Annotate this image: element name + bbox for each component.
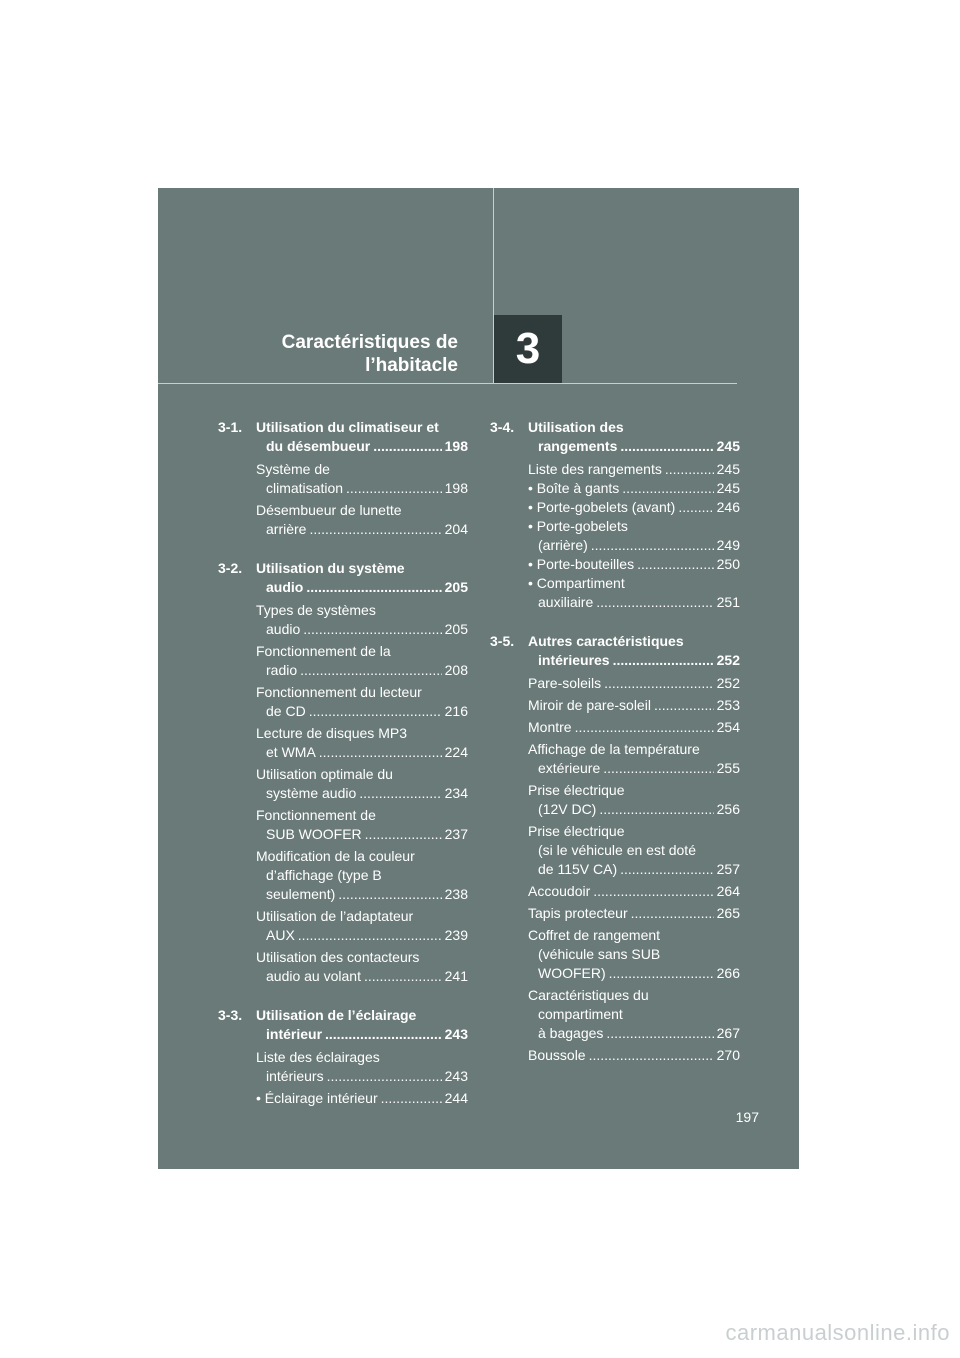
entry-last-line — [256, 784, 468, 803]
toc-entries — [218, 1048, 468, 1108]
entry-text: arrière — [266, 521, 307, 537]
toc-section — [218, 559, 468, 986]
dot-leader — [599, 800, 713, 819]
entry-text: Miroir de pare-soleil — [528, 697, 651, 713]
section-page: 245 — [716, 438, 740, 454]
entry-page: 253 — [716, 697, 740, 713]
toc-entry[interactable] — [528, 882, 740, 901]
section-number: 3-2. — [218, 560, 243, 576]
entry-text: Système de — [256, 461, 330, 477]
toc-entry[interactable] — [256, 1048, 468, 1086]
section-page: 198 — [444, 438, 468, 454]
dot-leader — [303, 620, 441, 639]
dot-leader — [319, 743, 442, 762]
dot-leader — [654, 696, 714, 715]
entry-last-line — [528, 536, 740, 555]
entry-page: 204 — [444, 521, 468, 537]
entry-text: Fonctionnement de la — [256, 643, 391, 659]
toc-entry[interactable] — [256, 683, 468, 721]
dot-leader — [622, 479, 713, 498]
entry-text: de 115V CA) — [538, 861, 618, 877]
dot-leader — [613, 651, 714, 670]
toc-column-left — [218, 418, 468, 1128]
toc-entry[interactable] — [528, 926, 740, 983]
entry-text: Utilisation de l’adaptateur — [256, 908, 414, 924]
entry-last-line — [528, 882, 740, 901]
section-title-line: Utilisation des — [528, 419, 624, 435]
divider-horizontal — [158, 383, 737, 384]
entry-text: Modification de la couleur — [256, 848, 415, 864]
entry-text: Liste des éclairages — [256, 1049, 380, 1065]
entry-last-line — [256, 620, 468, 639]
entry-text: (arrière) — [538, 537, 588, 553]
entry-text: d’affichage (type B — [266, 867, 382, 883]
toc-entry[interactable] — [528, 740, 740, 778]
section-heading[interactable] — [218, 1006, 468, 1044]
entry-last-line — [528, 696, 740, 715]
entry-text: • Boîte à gants — [528, 480, 620, 496]
toc-entry[interactable] — [528, 696, 740, 715]
entry-last-line — [528, 555, 740, 574]
dot-leader — [325, 1025, 442, 1044]
entry-text: auxiliaire — [538, 594, 594, 610]
entry-page: 254 — [716, 719, 740, 735]
entry-text: Utilisation optimale du — [256, 766, 393, 782]
toc-entry[interactable] — [528, 479, 740, 498]
toc-entry[interactable] — [256, 501, 468, 539]
chapter-panel — [158, 188, 799, 1169]
entry-page: 241 — [444, 968, 468, 984]
toc-entry[interactable] — [256, 907, 468, 945]
section-page: 205 — [444, 579, 468, 595]
dot-leader — [637, 555, 714, 574]
entry-last-line — [528, 460, 740, 479]
entry-last-line — [528, 1046, 740, 1065]
entry-page: 224 — [444, 744, 468, 760]
entry-page: 256 — [716, 801, 740, 817]
dot-leader — [327, 1067, 442, 1086]
section-number: 3-5. — [490, 633, 515, 649]
dot-leader — [364, 967, 442, 986]
dot-leader — [609, 964, 714, 983]
entry-page: 244 — [444, 1090, 468, 1106]
entry-page: 265 — [716, 905, 740, 921]
entry-page: 264 — [716, 883, 740, 899]
entry-text: (12V DC) — [538, 801, 597, 817]
entry-text: climatisation — [266, 480, 344, 496]
entry-page: 239 — [444, 927, 468, 943]
toc-section — [490, 418, 740, 612]
section-title-line: intérieur — [266, 1026, 323, 1042]
entry-text: Coffret de rangement — [528, 927, 661, 943]
entry-text: seulement) — [266, 886, 336, 902]
entry-page: 245 — [716, 480, 740, 496]
entry-last-line — [528, 674, 740, 693]
toc-entry[interactable] — [256, 642, 468, 680]
dot-leader — [359, 784, 441, 803]
entry-text: à bagages — [538, 1025, 604, 1041]
chapter-title-line2: l’habitacle — [365, 355, 458, 376]
entry-text: radio — [266, 662, 298, 678]
entry-last-line — [528, 498, 740, 517]
toc-entry[interactable] — [528, 574, 740, 612]
entry-page: 252 — [716, 675, 740, 691]
entry-text: système audio — [266, 785, 357, 801]
entry-last-line — [256, 926, 468, 945]
dot-leader — [604, 674, 714, 693]
entry-text: extérieure — [538, 760, 601, 776]
dot-leader — [593, 882, 713, 901]
chapter-number-box — [494, 315, 562, 383]
section-title-tail — [528, 651, 740, 670]
entry-last-line — [256, 825, 468, 844]
toc-entries — [490, 460, 740, 612]
toc-entry[interactable] — [528, 904, 740, 923]
section-heading[interactable] — [490, 418, 740, 456]
section-title-line: Utilisation du système — [256, 560, 405, 576]
dot-leader — [603, 759, 713, 778]
dot-leader — [373, 437, 441, 456]
entry-page: 251 — [716, 594, 740, 610]
entry-text: et WMA — [266, 744, 316, 760]
entry-last-line — [528, 593, 740, 612]
entry-last-line — [528, 479, 740, 498]
chapter-title-line1: Caractéristiques de — [281, 332, 458, 353]
entry-last-line — [256, 885, 468, 904]
entry-last-line — [256, 661, 468, 680]
dot-leader — [309, 520, 441, 539]
entry-page: 237 — [444, 826, 468, 842]
dot-leader — [346, 479, 442, 498]
entry-text: Fonctionnement de — [256, 807, 376, 823]
entry-page: 255 — [716, 760, 740, 776]
section-title-tail — [528, 437, 740, 456]
dot-leader — [300, 661, 442, 680]
section-title-tail — [256, 578, 468, 597]
toc-section — [218, 418, 468, 539]
toc-entry[interactable] — [528, 718, 740, 737]
entry-text: compartiment — [538, 1006, 623, 1022]
dot-leader — [365, 825, 442, 844]
entry-last-line — [528, 759, 740, 778]
entry-text: de CD — [266, 703, 306, 719]
entry-page: 267 — [716, 1025, 740, 1041]
entry-page: 249 — [716, 537, 740, 553]
section-title-line: Utilisation du climatiseur et — [256, 419, 439, 435]
dot-leader — [631, 904, 714, 923]
toc-section — [490, 632, 740, 1065]
entry-text: • Porte-gobelets — [528, 518, 628, 534]
dot-leader — [575, 718, 714, 737]
dot-leader — [620, 860, 714, 879]
entry-last-line — [256, 743, 468, 762]
entry-page: 250 — [716, 556, 740, 572]
toc-entry[interactable] — [528, 986, 740, 1043]
entry-page: 216 — [444, 703, 468, 719]
toc-entry[interactable] — [528, 517, 740, 555]
dot-leader — [306, 578, 441, 597]
entry-last-line — [256, 479, 468, 498]
entry-last-line — [256, 967, 468, 986]
dot-leader — [678, 498, 713, 517]
section-title-tail — [256, 437, 468, 456]
entry-last-line — [256, 1089, 468, 1108]
chapter-title — [198, 331, 458, 377]
entry-text: AUX — [266, 927, 295, 943]
entry-text: Prise électrique — [528, 782, 625, 798]
section-title-line: intérieures — [538, 652, 610, 668]
section-page: 243 — [444, 1026, 468, 1042]
entry-text: Liste des rangements — [528, 461, 662, 477]
entry-text: WOOFER) — [538, 965, 606, 981]
section-page: 252 — [716, 652, 740, 668]
entry-text: Pare-soleils — [528, 675, 602, 691]
dot-leader — [309, 702, 442, 721]
toc-entries — [490, 674, 740, 1065]
entry-page: 198 — [444, 480, 468, 496]
toc-entry[interactable] — [256, 724, 468, 762]
entry-text: Caractéristiques du — [528, 987, 649, 1003]
entry-page: 270 — [716, 1047, 740, 1063]
entry-text: Tapis protecteur — [528, 905, 628, 921]
toc-entry[interactable] — [528, 781, 740, 819]
section-heading[interactable] — [490, 632, 740, 670]
toc-entry[interactable] — [528, 555, 740, 574]
entry-page: 246 — [716, 499, 740, 515]
section-heading[interactable] — [218, 418, 468, 456]
section-title-tail — [256, 1025, 468, 1044]
section-heading[interactable] — [218, 559, 468, 597]
entry-page: 257 — [716, 861, 740, 877]
entry-text: Boussole — [528, 1047, 586, 1063]
entry-text: Montre — [528, 719, 572, 735]
toc-entry[interactable] — [256, 847, 468, 904]
entry-last-line — [528, 800, 740, 819]
section-number: 3-1. — [218, 419, 243, 435]
dot-leader — [665, 460, 714, 479]
section-title-line: audio — [266, 579, 304, 595]
entry-text: intérieurs — [266, 1068, 324, 1084]
section-title-line: du désembueur — [266, 438, 371, 454]
entry-text: Accoudoir — [528, 883, 591, 899]
entry-last-line — [256, 702, 468, 721]
dot-leader — [596, 593, 713, 612]
dot-leader — [298, 926, 442, 945]
entry-last-line — [256, 520, 468, 539]
entry-text: Désembueur de lunette — [256, 502, 402, 518]
toc-column-right — [490, 418, 740, 1085]
entry-page: 266 — [716, 965, 740, 981]
dot-leader — [338, 885, 441, 904]
section-title-line: Autres caractéristiques — [528, 633, 684, 649]
dot-leader — [381, 1089, 442, 1108]
entry-text: audio au volant — [266, 968, 361, 984]
toc-entry[interactable] — [256, 601, 468, 639]
toc-entry[interactable] — [528, 674, 740, 693]
toc-entry[interactable] — [256, 460, 468, 498]
toc-entry[interactable] — [256, 806, 468, 844]
toc-entry[interactable] — [256, 1089, 468, 1108]
entry-text: (si le véhicule en est doté — [538, 842, 696, 858]
toc-entry[interactable] — [256, 765, 468, 803]
dot-leader — [591, 536, 714, 555]
section-title-line: Utilisation de l’éclairage — [256, 1007, 417, 1023]
entry-page: 234 — [444, 785, 468, 801]
entry-last-line — [256, 1067, 468, 1086]
toc-entry[interactable] — [528, 460, 740, 479]
entry-last-line — [528, 860, 740, 879]
entry-text: • Porte-gobelets (avant) — [528, 499, 676, 515]
entry-text: SUB WOOFER — [266, 826, 362, 842]
watermark: carmanualsonline.info — [725, 1320, 950, 1345]
toc-section — [218, 1006, 468, 1108]
entry-text: Prise électrique — [528, 823, 625, 839]
entry-text: • Porte-bouteilles — [528, 556, 635, 572]
section-title-line: rangements — [538, 438, 618, 454]
entry-last-line — [528, 718, 740, 737]
entry-text: • Éclairage intérieur — [256, 1090, 378, 1106]
entry-text: Types de systèmes — [256, 602, 376, 618]
entry-last-line — [528, 904, 740, 923]
toc-entry[interactable] — [528, 822, 740, 879]
entry-text: (véhicule sans SUB — [538, 946, 661, 962]
entry-page: 208 — [444, 662, 468, 678]
toc-entries — [218, 601, 468, 986]
toc-entries — [218, 460, 468, 539]
entry-page: 238 — [444, 886, 468, 902]
chapter-number: 3 — [515, 324, 541, 373]
toc-entry[interactable] — [528, 1046, 740, 1065]
entry-page: 245 — [716, 461, 740, 477]
entry-text: Lecture de disques MP3 — [256, 725, 407, 741]
section-number: 3-4. — [490, 419, 515, 435]
toc-entry[interactable] — [256, 948, 468, 986]
page-number: 197 — [735, 1109, 759, 1125]
entry-text: audio — [266, 621, 301, 637]
entry-text: Fonctionnement du lecteur — [256, 684, 422, 700]
entry-page: 205 — [444, 621, 468, 637]
entry-text: Affichage de la température — [528, 741, 700, 757]
dot-leader — [620, 437, 713, 456]
dot-leader — [606, 1024, 713, 1043]
dot-leader — [589, 1046, 714, 1065]
entry-page: 243 — [444, 1068, 468, 1084]
entry-text: • Compartiment — [528, 575, 625, 591]
entry-last-line — [528, 964, 740, 983]
entry-last-line — [528, 1024, 740, 1043]
section-number: 3-3. — [218, 1007, 243, 1023]
toc-entry[interactable] — [528, 498, 740, 517]
entry-text: Utilisation des contacteurs — [256, 949, 420, 965]
